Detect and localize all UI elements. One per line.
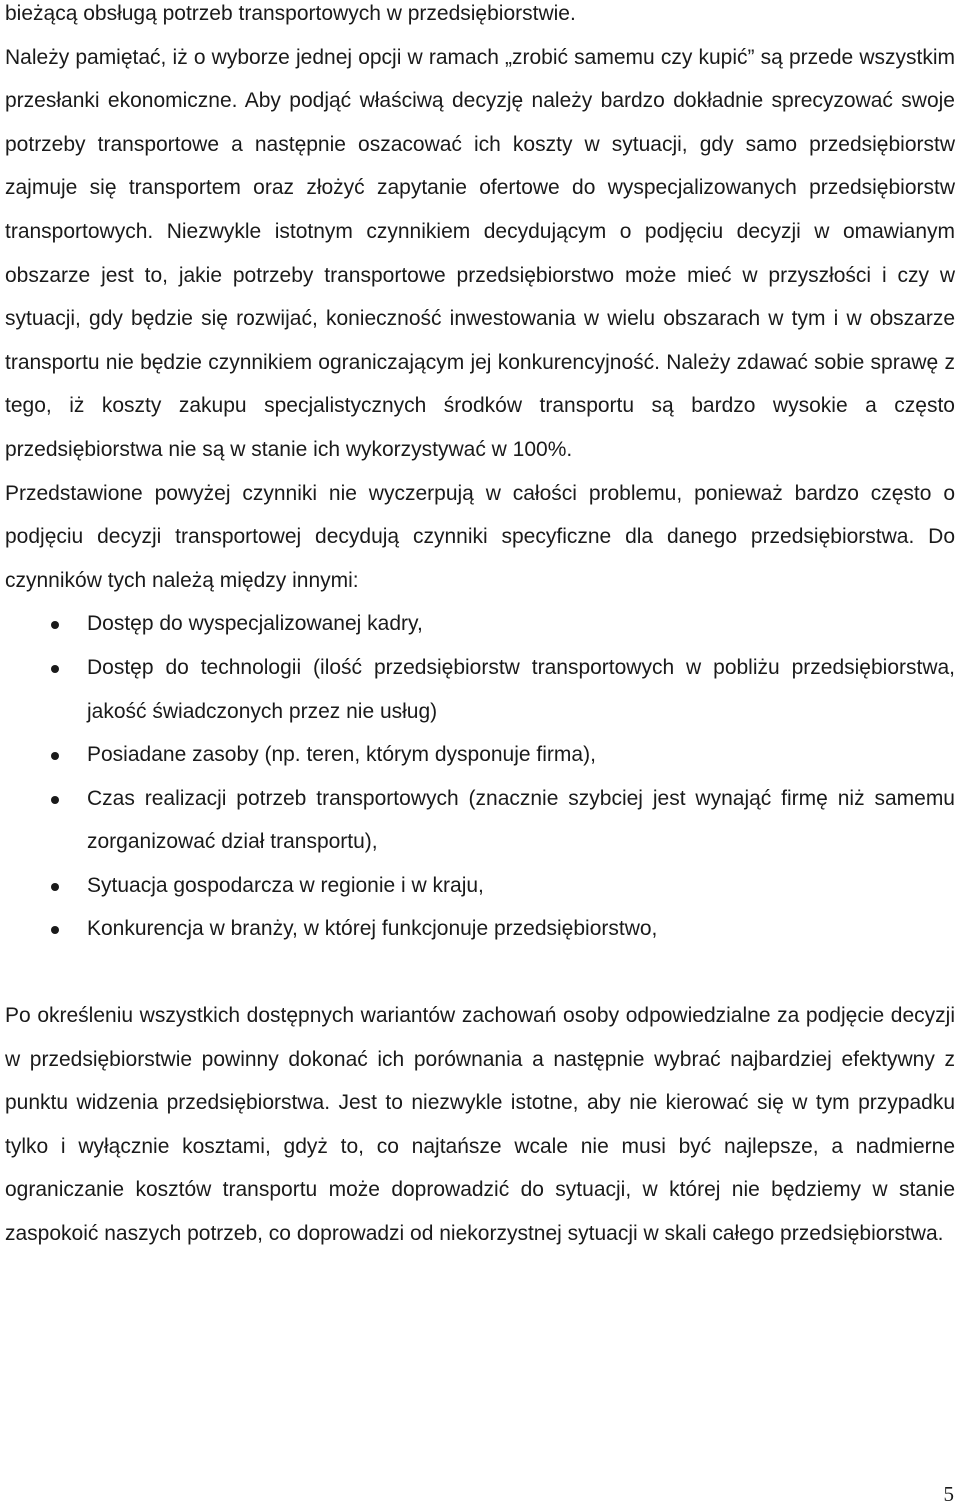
page-number: 5 — [943, 1482, 954, 1506]
list-item — [5, 907, 955, 951]
bullet-icon — [51, 796, 59, 804]
paragraph-economic-premises: Należy pamiętać, iż o wyborze jednej opcji w ramach „zrobić samemu czy kupić” są przede wszystkim przesłanki ekonomiczne. Aby podjąć właściwą decyzję należy bardzo dokładnie sprecyzować swoje potrzeby transportowe a następnie oszacować ich koszty w sytuacji, gdy samo przedsiębiorstw zajmuje się transportem oraz złożyć zapytanie ofertowe do wyspecjalizowanych przedsiębiorstw transportowych. Niezwykle istotnym czynnikiem decydującym o podjęciu decyzji w omawianym obszarze jest to, jakie potrzeby transportowe przedsiębiorstwo może mieć w przyszłości i czy w sytuacji, gdy będzie się rozwijać, konieczność inwestowania w wielu obszarach w tym i w obszarze transportu nie będzie czynnikiem ograniczającym jej konkurencyjność. Należy zdawać sobie sprawę z tego, iż koszty zakupu specjalistycznych środków transportu są bardzo wysokie a często przedsiębiorstwa nie są w stanie ich wykorzystywać w 100%. — [5, 45, 955, 461]
factors-list — [5, 602, 955, 951]
paragraph-closing: Po określeniu wszystkich dostępnych wariantów zachowań osoby odpowiedzialne za podjęcie decyzji w przedsiębiorstwie powinny dokonać ich porównania a następnie wybrać najbardziej efektywny z punktu widzenia przedsiębiorstwa. Jest to niezwykle istotne, aby nie kierować się w tym przypadku tylko i wyłącznie kosztami, gdyż to, co najtańsze wcale nie musi być najlepsze, a nadmierne ograniczanie kosztów transportu może doprowadzić do sytuacji, w której nie będziemy w stanie zaspokoić naszych potrzeb, co doprowadzi od niekorzystnej sytuacji w skali całego przedsiębiorstwa. — [5, 1004, 955, 1246]
list-item-text: Dostęp do technologii (ilość przedsiębiorstw transportowych w pobliżu przedsiębiorstwa, jakość świadczonych przez nie usług) — [87, 655, 955, 723]
bullet-icon — [51, 665, 59, 673]
list-item-text: Sytuacja gospodarcza w regionie i w kraju, — [87, 873, 484, 897]
bullet-icon — [51, 883, 59, 891]
paragraph-specific-factors: Przedstawione powyżej czynniki nie wyczerpują w całości problemu, ponieważ bardzo często o podjęciu decyzji transportowej decydują czynniki specyficzne dla danego przedsiębiorstwa. Do czynników tych należą między innymi: — [5, 481, 955, 592]
bullet-icon — [51, 926, 59, 934]
list-item-text: Dostęp do wyspecjalizowanej kadry, — [87, 612, 423, 636]
list-item — [5, 602, 955, 646]
list-item — [5, 777, 955, 864]
paragraph-intro: bieżącą obsługą potrzeb transportowych w przedsiębiorstwie. — [5, 2, 576, 25]
section-spacer — [5, 951, 955, 994]
bullet-icon — [51, 752, 59, 760]
list-item-text: Konkurencja w branży, w której funkcjonuje przedsiębiorstwo, — [87, 917, 658, 941]
list-item-text: Czas realizacji potrzeb transportowych (znacznie szybciej jest wynająć firmę niż samemu zorganizować dział transportu), — [87, 786, 955, 854]
list-item — [5, 733, 955, 777]
list-item — [5, 864, 955, 908]
list-item-text: Posiadane zasoby (np. teren, którym dysponuje firma), — [87, 743, 596, 767]
document-page — [5, 0, 955, 1256]
bullet-icon — [51, 621, 59, 629]
list-item — [5, 646, 955, 733]
